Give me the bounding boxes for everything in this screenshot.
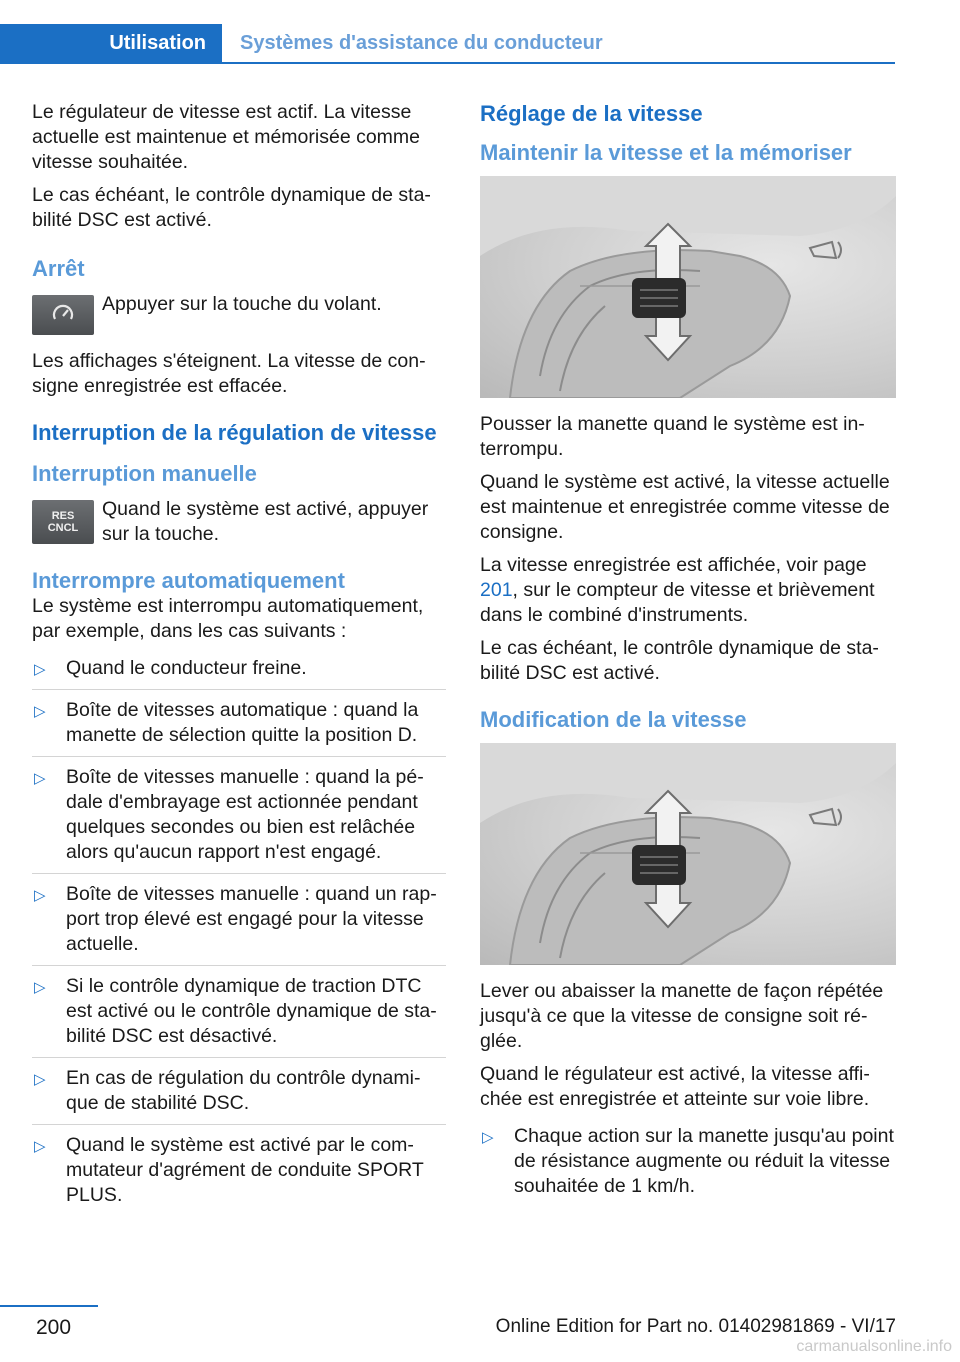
triangle-bullet-icon: ▷ (34, 1071, 46, 1088)
chapter-label: Utilisation (109, 31, 206, 54)
triangle-bullet-icon: ▷ (34, 1138, 46, 1155)
auto-heading: Interrompre automatiquement (32, 568, 345, 593)
modification-list (480, 1120, 896, 1207)
auto-intro: Le système est interrompu automatiquement, par exemple, dans les cas suivants : (32, 595, 424, 642)
res-cncl-button-icon (32, 500, 94, 544)
triangle-bullet-icon: ▷ (34, 703, 46, 720)
triangle-bullet-icon: ▷ (482, 1129, 494, 1146)
left-column (32, 100, 446, 1216)
steering-wheel-illustration (480, 743, 896, 965)
running-header (0, 24, 895, 64)
list-item: ▷ Si le contrôle dynamique de traction DTC est activé ou le contrôle dynamique de stabilité DSC est désactivé. (32, 965, 446, 1057)
list-item: ▷ Chaque action sur la manette jusqu'au point de résistance augmente ou réduit la vitesse souhaitée de 1 km/h. (482, 1125, 894, 1197)
modification-paragraph-1: Lever ou abaisser la manette de façon répétée jusqu'à ce que la vitesse de consigne soit réglée. (480, 980, 884, 1052)
list-item: ▷ Boîte de vitesses manuelle : quand la pédale d'embrayage est actionnée pendant quelques secondes ou bien est relâchée alors qu'aucun rapport n'est engagé. (32, 756, 446, 873)
auto-conditions-list (32, 652, 446, 1216)
section-title: Systèmes d'assistance du conducteur (240, 32, 603, 54)
manuelle-row (32, 497, 446, 547)
arret-result-paragraph: Les affichages s'éteignent. La vitesse de consigne enregistrée est effacée. (32, 350, 426, 397)
cruise-control-button-icon (32, 295, 94, 335)
steering-wheel-lever-photo (480, 176, 896, 398)
watermark: carmanualsonline.info (796, 1338, 952, 1355)
intro-paragraph: Le régulateur de vitesse est actif. La vitesse actuelle est maintenue et mémorisée comme vitesse souhaitée. (32, 101, 421, 173)
interruption-heading: Interruption de la régulation de vitesse (32, 420, 437, 445)
triangle-bullet-icon: ▷ (34, 661, 46, 678)
arret-text: Appuyer sur la touche du volant. (102, 293, 382, 315)
manuelle-text: Quand le système est activé, appuyer sur la touche. (102, 498, 429, 545)
res-cncl-label: RES CNCL (47, 510, 79, 534)
steering-wheel-illustration (480, 176, 896, 398)
maintenir-paragraph-1: Pousser la manette quand le système est interrompu. (480, 413, 865, 460)
arret-heading: Arrêt (32, 256, 85, 281)
list-item: ▷ Boîte de vitesses manuelle : quand un rapport trop élevé est engagé pour la vitesse actuelle. (32, 873, 446, 965)
maintenir-heading: Maintenir la vitesse et la mémoriser (480, 140, 852, 165)
maintenir-paragraph-2: Quand le système est activé, la vitesse actuelle est maintenue et enregistrée comme vitesse de consigne. (480, 471, 890, 543)
list-item: ▷ En cas de régulation du contrôle dynamique de stabilité DSC. (32, 1057, 446, 1124)
list-item: ▷ Quand le conducteur freine. (32, 652, 446, 689)
chapter-tab (0, 24, 222, 62)
list-item: ▷ Quand le système est activé par le commutateur d'agrément de conduite SPORT PLUS. (32, 1124, 446, 1216)
arret-row (32, 292, 446, 335)
edition-note: Online Edition for Part no. 01402981869 - VI/17 (495, 1316, 896, 1337)
maintenir-paragraph-4: Le cas échéant, le contrôle dynamique de stabilité DSC est activé. (480, 637, 879, 684)
footer-rule (0, 1305, 98, 1307)
page-number: 200 (36, 1316, 72, 1339)
dsc-paragraph: Le cas échéant, le contrôle dynamique de stabilité DSC est activé. (32, 184, 431, 231)
modification-heading: Modification de la vitesse (480, 707, 747, 732)
triangle-bullet-icon: ▷ (34, 979, 46, 996)
manuelle-heading: Interruption manuelle (32, 461, 257, 486)
reglage-heading: Réglage de la vitesse (480, 101, 703, 126)
list-item: ▷ Boîte de vitesses automatique : quand la manette de sélection quitte la position D. (32, 689, 446, 756)
page-reference-link[interactable]: 201 (480, 579, 513, 601)
steering-wheel-lever-photo-2 (480, 743, 896, 965)
cruise-symbol-icon (49, 301, 77, 329)
triangle-bullet-icon: ▷ (34, 887, 46, 904)
triangle-bullet-icon: ▷ (34, 770, 46, 787)
modification-paragraph-2: Quand le régulateur est activé, la vitesse affichée est enregistrée et atteinte sur voie libre. (480, 1063, 870, 1110)
maintenir-paragraph-3: La vitesse enregistrée est affichée, voir page 201, sur le compteur de vitesse et brièvement dans le combiné d'instruments. (480, 554, 875, 626)
right-column (480, 100, 896, 1207)
